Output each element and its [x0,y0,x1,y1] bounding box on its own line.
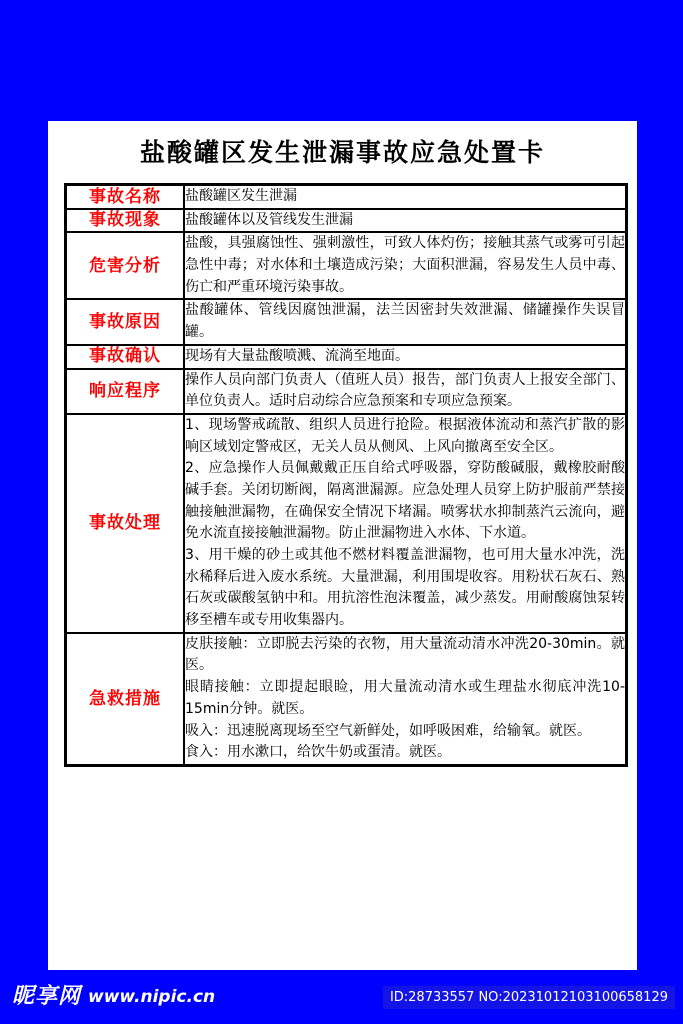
row-label-accident-confirmation: 事故确认 [66,345,185,369]
text-line: 现场有大量盐酸喷溅、流淌至地面。 [185,347,409,364]
row-label-first-aid-measures: 急救措施 [66,633,185,766]
table-row [66,414,627,633]
row-value-accident-confirmation [184,345,627,369]
nipic-logo: 昵享网 [12,984,82,1009]
text-line: 2、应急操作人员佩戴戴正压自给式呼吸器，穿防酸碱服，戴橡胶耐酸碱手套。关闭切断阀，隔离泄漏源。应急处理人员穿上防护服前严禁接触接触泄漏物，在确保安全情况下堵漏。喷雾状水抑制蒸汽云流向，避免水流直接接触泄漏物。防止泄漏物进入水体、下水道。 [185,460,625,542]
text-line: 盐酸罐区发生泄漏 [185,188,297,204]
table-row [66,299,627,344]
row-label-accident-cause: 事故原因 [66,299,185,344]
row-value-accident-phenomenon [184,209,627,233]
table-row [66,232,627,299]
table-row [66,345,627,369]
site-url-label: www.nipic.cn [88,986,216,1007]
text-line: 3、用干燥的砂土或其他不燃材料覆盖泄漏物，也可用大量水冲洗，洗水稀释后进入废水系统。大量泄漏，利用围堤收容。用粉状石灰石、熟石灰或碳酸氢钠中和。用抗溶性泡沫覆盖，减少蒸发。用耐酸腐蚀泵转移至槽车或专用收集器内。 [185,547,625,629]
table-body [66,185,627,766]
text-line: 吸入：迅速脱离现场至空气新鲜处，如呼吸困难，给输氧。就医。 [185,722,591,739]
text-line: 盐酸，具强腐蚀性、强刺激性，可致人体灼伤；接触其蒸气或雾可引起急性中毒；对水体和土壤造成污染；大面积泄漏，容易发生人员中毒、伤亡和严重环境污染事故。 [185,235,625,295]
row-value-first-aid-measures [184,633,627,766]
brand-watermark [12,986,215,1008]
row-value-accident-name [184,185,627,209]
text-line: 1、现场警戒疏散、组织人员进行抢险。根据液体流动和蒸汽扩散的影响区域划定警戒区，无关人员从侧风、上风向撤离至安全区。 [185,416,625,455]
page-title: 盐酸罐区发生泄漏事故应急处置卡 [139,138,545,167]
row-label-accident-phenomenon: 事故现象 [66,209,185,233]
table-row [66,185,627,209]
text-line: 盐酸罐体、管线因腐蚀泄漏，法兰因密封失效泄漏、储罐操作失误冒罐。 [185,302,625,341]
text-line: 皮肤接触：立即脱去污染的衣物，用大量流动清水冲洗20-30min。就医。 [185,635,625,674]
table-row [66,209,627,233]
row-value-response-procedure [184,369,627,414]
table-row [66,369,627,414]
emergency-response-card-table [64,183,628,767]
row-value-accident-cause [184,299,627,344]
text-line: 食入：用水漱口，给饮牛奶或蛋清。就医。 [185,744,451,761]
row-label-accident-handling: 事故处理 [66,414,185,633]
watermark-bar [0,970,683,1024]
text-line: 盐酸罐体以及管线发生泄漏 [185,211,353,228]
row-value-hazard-analysis [184,232,627,299]
row-label-accident-name: 事故名称 [66,185,185,209]
table-row [66,633,627,766]
text-line: 眼睛接触：立即提起眼睑，用大量流动清水或生理盐水彻底冲洗10-15min分钟。就医。 [185,679,625,717]
row-value-accident-handling [184,414,627,633]
row-label-hazard-analysis: 危害分析 [66,232,185,299]
poster-panel [48,121,637,970]
row-label-response-procedure: 响应程序 [66,369,185,414]
asset-id-badge: ID:28733557 NO:20231012103100658129 [383,986,675,1009]
text-line: 操作人员向部门负责人（值班人员）报告，部门负责人上报安全部门、单位负责人。适时启动综合应急预案和专项应急预案。 [185,371,625,410]
